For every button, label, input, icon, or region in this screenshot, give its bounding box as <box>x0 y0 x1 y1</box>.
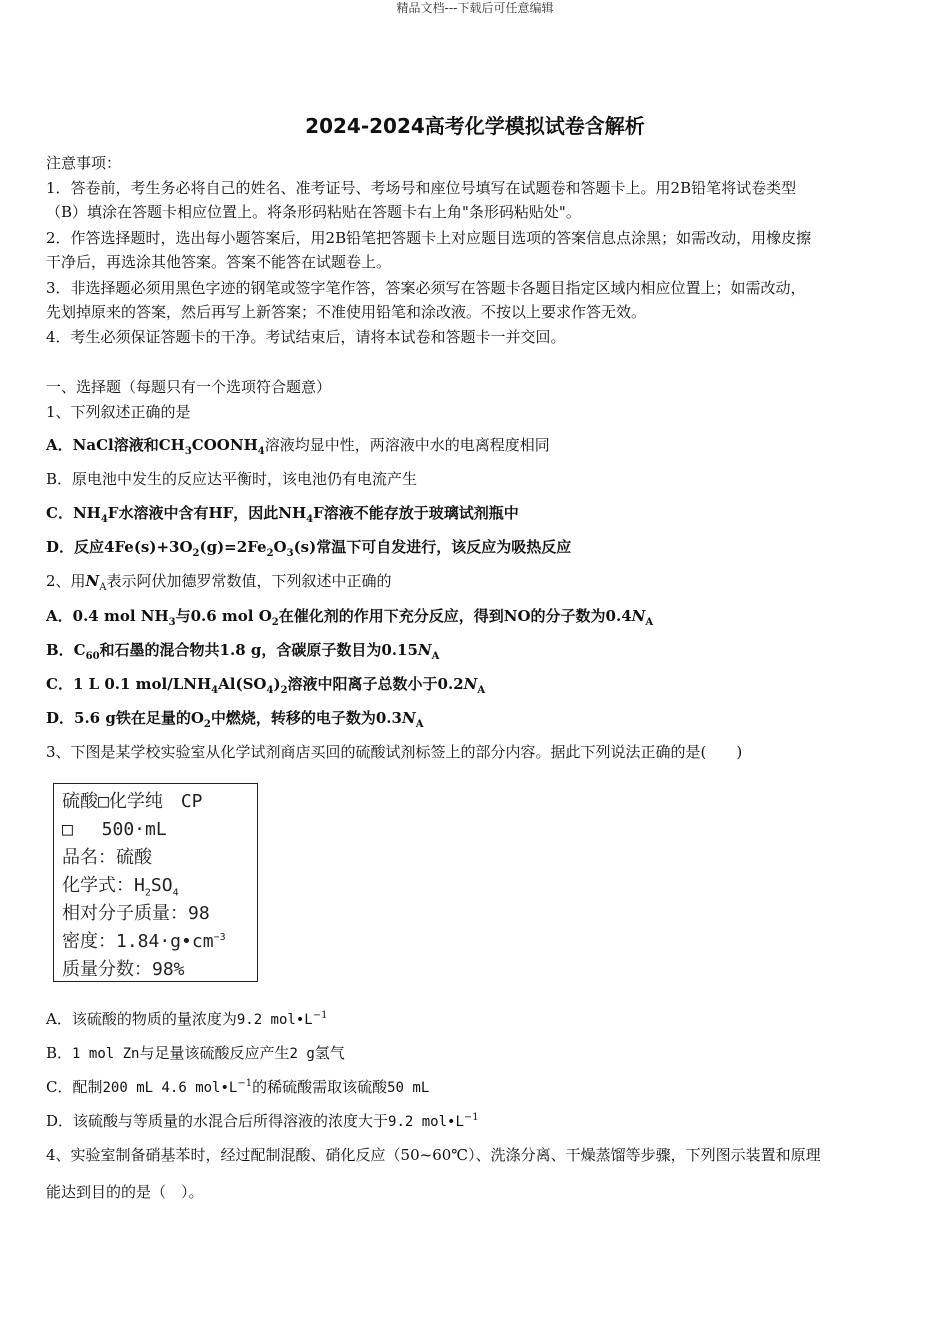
question-2-option-a: A．0.4 mol $NH_3$与0.6 mol $O_2$在催化剂的作用下充分反应，得到NO的分子数为$0.4N_A$ <box>46 607 654 628</box>
question-3-option-d: D．该硫酸与等质量的水混合后所得溶液的浓度大于9.2 $mol•L^{-1}$ <box>46 1112 479 1130</box>
label-line-formula: 化学式：$H_2SO_4$ <box>62 875 179 899</box>
question-1-option-b: B．原电池中发生的反应达平衡时，该电池仍有电流产生 <box>46 470 418 488</box>
question-3-stem: 3、下图是某学校实验室从化学试剂商店买回的硫酸试剂标签上的部分内容。据此下列说法正确的是( ) <box>46 743 743 761</box>
question-2-option-c: C．1 L 0.1 mol/$LNH_4Al(SO_4)_2$溶液中阳离子总数小于$0.2N_A$ <box>46 675 486 696</box>
header-note: 精品文档---下载后可任意编辑 <box>396 1 554 15</box>
question-3-option-c: C．配制200 mL 4.6 $mol•L^{-1}$的稀硫酸需取该硫酸50 mL <box>46 1078 430 1096</box>
notice-heading: 注意事项： <box>46 154 122 172</box>
question-1-option-d: D．反应$4Fe(s)+3O_2(g)=2Fe_2O_3(s)$常温下可自发进行，该反应为吸热反应 <box>46 538 572 559</box>
question-2-option-d: D．5.6 g铁在足量的$O_2$中燃烧，转移的电子数为$0.3N_A$ <box>46 709 424 730</box>
notice-item-3b: 先划掉原来的答案，然后再写上新答案；不准使用铅笔和涂改液。不按以上要求作答无效。 <box>46 303 647 321</box>
notice-item-3a: 3．非选择题必须用黑色字迹的钢笔或签字笔作答，答案必须写在答题卡各题目指定区域内相应位置上；如需改动， <box>46 279 806 297</box>
question-2-option-b: B．$C_{60}$和石墨的混合物共1.8 g，含碳原子数目为$0.15N_A$ <box>46 641 440 662</box>
label-line-mass-fraction: 质量分数：98% <box>62 959 185 980</box>
label-line-grade: 硫酸□化学纯 CP <box>62 791 203 812</box>
notice-item-2b: 干净后，再选涂其他答案。答案不能答在试题卷上。 <box>46 253 392 271</box>
question-3-option-b: B．1 mol Zn与足量该硫酸反应产生2 g氢气 <box>46 1044 345 1062</box>
question-3-option-a: A．该硫酸的物质的量浓度为9.2 $mol•L^{-1}$ <box>46 1010 328 1028</box>
question-2-stem: 2、用$N_A$表示阿伏加德罗常数值，下列叙述中正确的 <box>46 572 392 593</box>
document-title: 2024-2024高考化学模拟试卷含解析 <box>305 114 645 138</box>
question-4-stem-line-1: 4、实验室制备硝基苯时，经过配制混酸、硝化反应（50~60℃）、洗涤分离、干燥蒸馏等步骤，下列图示装置和原理 <box>46 1146 821 1164</box>
reagent-label-figure <box>53 783 258 982</box>
label-line-density: 密度：$1.84\cdot g•cm^{-3}$ <box>62 931 226 952</box>
question-1-option-a: A．NaCl溶液和$CH_3COONH_4$溶液均显中性，两溶液中水的电离程度相同 <box>46 436 550 457</box>
notice-item-4: 4．考生必须保证答题卡的干净。考试结束后，请将本试卷和答题卡一并交回。 <box>46 328 566 346</box>
label-line-name: 品名：硫酸 <box>62 847 152 868</box>
question-1-option-c: C．$NH_4F$水溶液中含有HF，因此$NH_4F$溶液不能存放于玻璃试剂瓶中 <box>46 504 519 525</box>
question-1-stem: 1、下列叙述正确的是 <box>46 403 191 421</box>
label-line-molar-mass: 相对分子质量：98 <box>62 903 210 924</box>
label-line-volume: □ 500·mL <box>62 819 167 840</box>
question-4-stem-line-2: 能达到目的的是（ ）。 <box>46 1183 204 1201</box>
section-heading: 一、选择题（每题只有一个选项符合题意） <box>46 378 332 396</box>
notice-item-2a: 2．作答选择题时，选出每小题答案后，用2B铅笔把答题卡上对应题目选项的答案信息点涂黑；如需改动，用橡皮擦 <box>46 229 812 247</box>
notice-item-1b: （B）填涂在答题卡相应位置上。将条形码粘贴在答题卡右上角"条形码粘贴处"。 <box>46 203 581 221</box>
notice-item-1a: 1．答卷前，考生务必将自己的姓名、准考证号、考场号和座位号填写在试题卷和答题卡上。用2B铅笔将试卷类型 <box>46 179 797 197</box>
